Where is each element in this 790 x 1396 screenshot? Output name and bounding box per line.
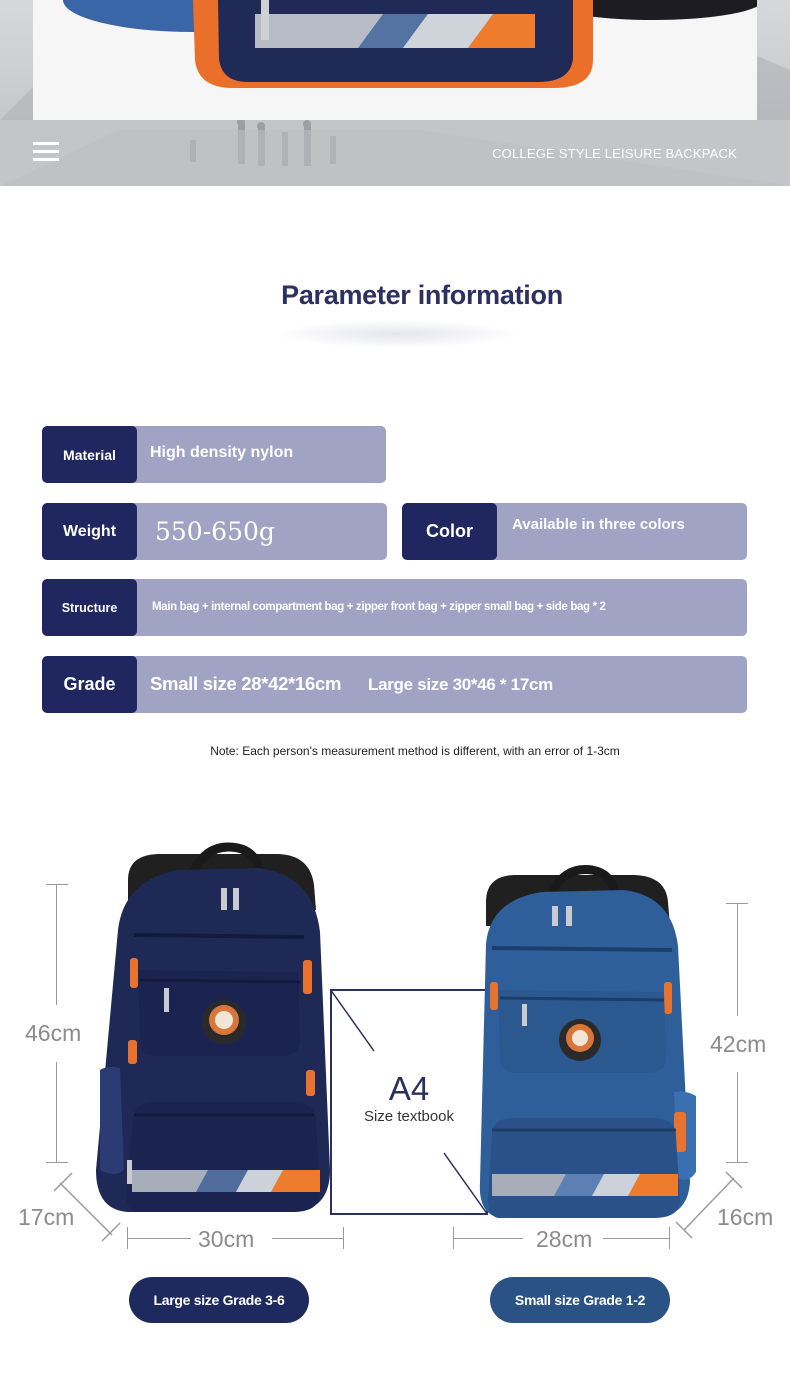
large-size-button[interactable]: Large size Grade 3-6 xyxy=(129,1277,309,1323)
small-width-line-left xyxy=(453,1238,523,1239)
param-weight-value: 550-650g xyxy=(155,517,275,546)
large-width-label: 30cm xyxy=(198,1226,255,1252)
param-grade xyxy=(42,656,747,713)
large-height-cap-bottom xyxy=(46,1162,68,1163)
large-height-label: 46cm xyxy=(25,1020,82,1046)
large-width-line-left xyxy=(127,1238,191,1239)
large-height-line-bottom xyxy=(56,1062,57,1162)
small-width-label: 28cm xyxy=(536,1226,593,1252)
large-height-cap-top xyxy=(46,884,68,885)
backpack-bottom-image xyxy=(33,0,757,120)
large-backpack-image xyxy=(88,840,338,1220)
small-depth-label: 16cm xyxy=(717,1204,774,1230)
large-depth-label: 17cm xyxy=(18,1204,75,1230)
param-structure xyxy=(42,579,747,636)
param-grade-key: Grade xyxy=(42,656,137,713)
large-width-cap-right xyxy=(343,1227,344,1249)
title-reflection xyxy=(275,320,520,348)
param-weight-key: Weight xyxy=(42,503,137,560)
small-width-cap-right xyxy=(669,1227,670,1249)
small-height-line-bottom xyxy=(737,1072,738,1162)
hero-product-photo xyxy=(33,0,757,120)
a4-title: A4 xyxy=(388,1070,430,1107)
param-material-value: High density nylon xyxy=(150,444,294,461)
small-width-line-right xyxy=(603,1238,669,1239)
small-size-button[interactable]: Small size Grade 1-2 xyxy=(490,1277,670,1323)
large-height-line-top xyxy=(56,885,57,1005)
small-height-cap-bottom xyxy=(726,1162,748,1163)
large-width-line-right xyxy=(272,1238,343,1239)
param-color xyxy=(402,503,747,560)
small-height-label: 42cm xyxy=(710,1031,767,1057)
param-structure-key: Structure xyxy=(42,579,137,636)
param-weight xyxy=(42,503,387,560)
param-grade-large: Large size 30*46 * 17cm xyxy=(368,675,553,694)
param-color-value: Available in three colors xyxy=(512,516,685,533)
small-height-line-top xyxy=(737,904,738,1016)
param-grade-small: Small size 28*42*16cm xyxy=(150,673,342,694)
param-structure-value: Main bag + internal compartment bag + zipper front bag + zipper small bag + side bag * 2 xyxy=(152,601,606,613)
menu-icon[interactable] xyxy=(33,142,59,164)
hero-caption: COLLEGE STYLE LEISURE BACKPACK xyxy=(492,146,737,161)
param-color-key: Color xyxy=(402,503,497,560)
section-title: Parameter information xyxy=(281,280,563,310)
hero-banner xyxy=(0,0,790,186)
measurement-note: Note: Each person's measurement method is different, with an error of 1-3cm xyxy=(210,744,620,758)
a4-subtitle: Size textbook xyxy=(363,1108,455,1125)
param-material xyxy=(42,426,386,483)
param-material-key: Material xyxy=(42,426,137,483)
